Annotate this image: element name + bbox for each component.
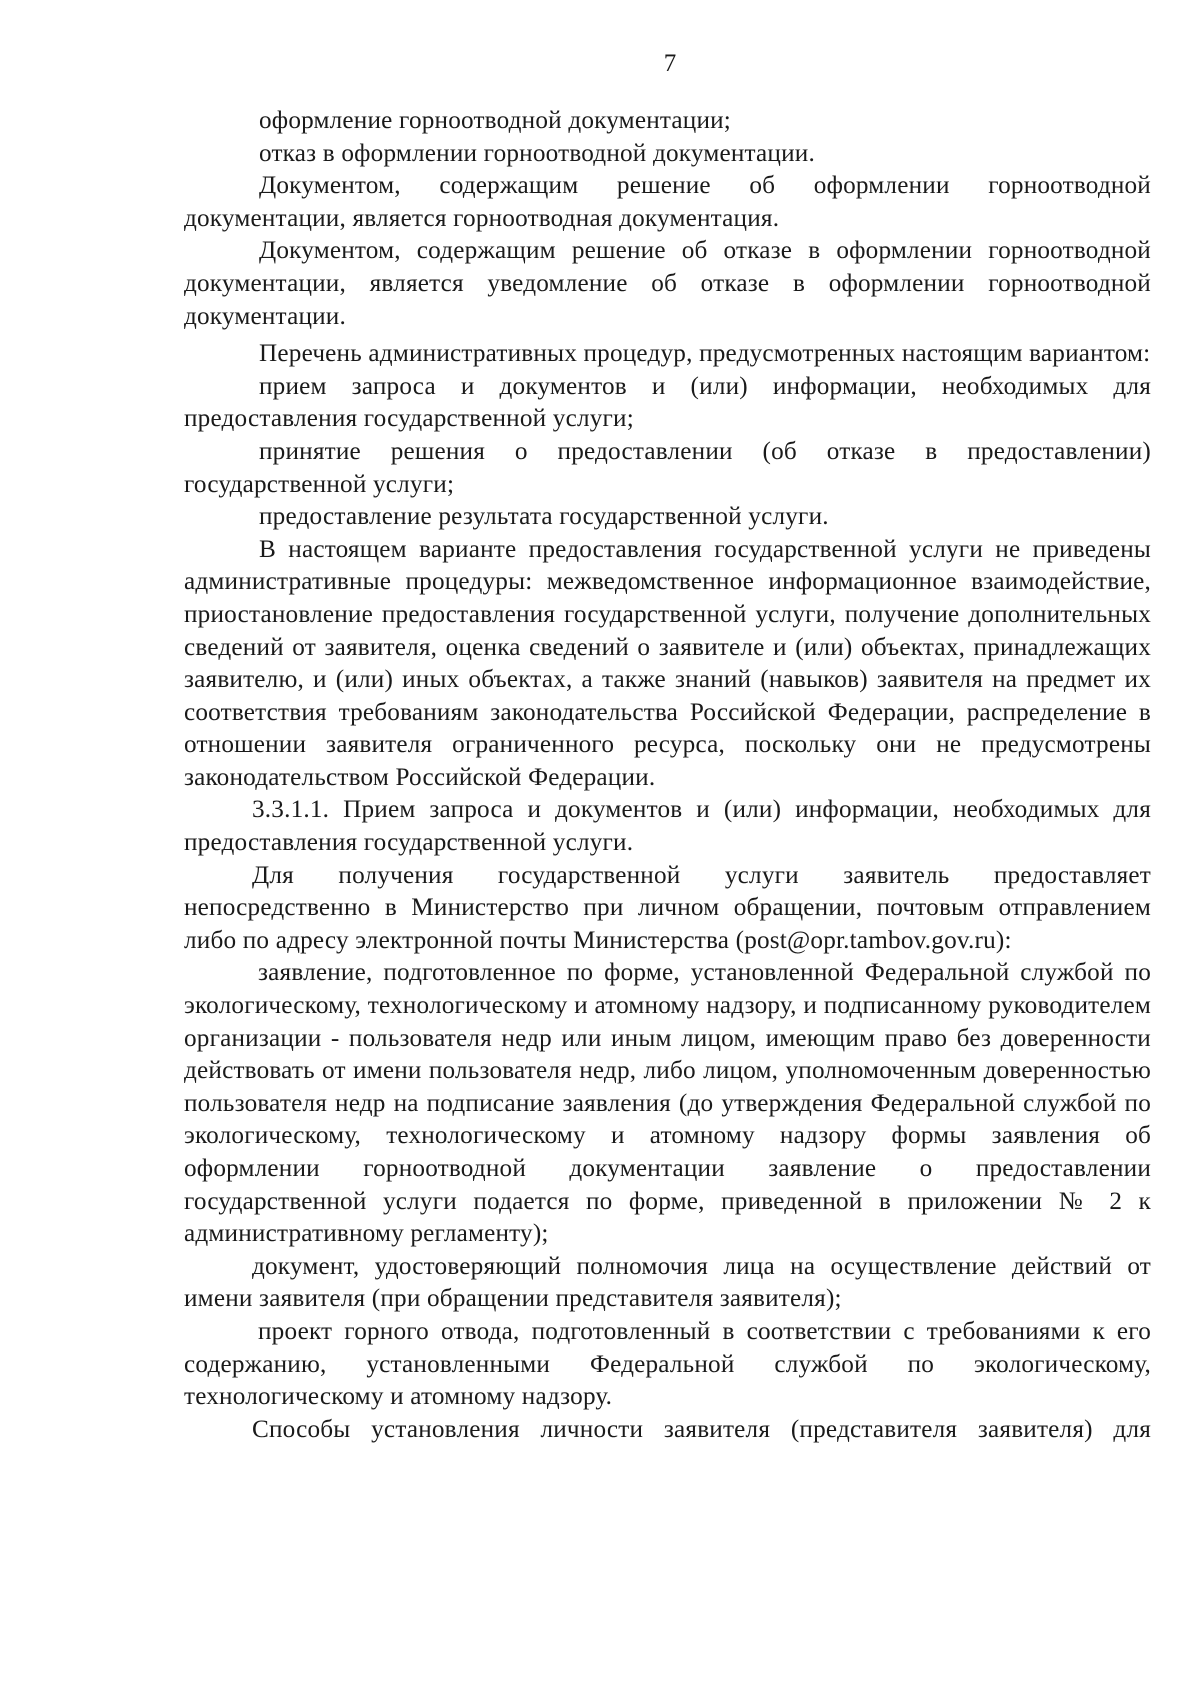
paragraph: документ, удостоверяющий полномочия лица на осуществление действий от имени заявителя (при обращении представителя заявителя); bbox=[184, 1252, 1151, 1313]
paragraph: В настоящем варианте предоставления государственной услуги не приведены административные процедуры: межведомственное информационное взаимодействие, приостановление предоставления государственной услуги, получение дополнительных сведений от заявителя, оценка сведений о заявителе и (или) объектах, принадлежащих заявителю, и (или) иных объектах, а также знаний (навыков) заявителя на предмет их соответствия требованиям законодательства Российской Федерации, распределение в отношении заявителя ограниченного ресурса, поскольку они не предусмотрены законодательством Российской Федерации. bbox=[184, 535, 1151, 791]
paragraph: проект горного отвода, подготовленный в соответствии с требованиями к его содержанию, установленными Федеральной службой по экологическому, технологическому и атомному надзору. bbox=[184, 1317, 1151, 1411]
paragraph: Способы установления личности заявителя (представителя заявителя) для bbox=[252, 1415, 1151, 1443]
paragraph: Перечень административных процедур, предусмотренных настоящим вариантом: bbox=[259, 340, 1151, 368]
paragraph: заявление, подготовленное по форме, установленной Федеральной службой по экологическому, технологическому и атомному надзору, и подписанному руководителем организации - пользователя недр или иным лицом, имеющим право без доверенности действовать от имени пользователя недр, либо лицом, уполномоченным доверенностью пользователя недр на подписание заявления (до утверждения Федеральной службой по экологическому, технологическому и атомному надзору формы заявления об оформлении горноотводной документации заявление о предоставлении государственной услуги подается по форме, приведенной в приложении № 2 к административному регламенту); bbox=[184, 959, 1151, 1248]
document-body bbox=[184, 105, 1151, 1446]
paragraph: отказ в оформлении горноотводной документации. bbox=[259, 139, 815, 167]
paragraph: Документом, содержащим решение об отказе в оформлении горноотводной документации, является уведомление об отказе в оформлении горноотводной документации. bbox=[184, 237, 1151, 330]
paragraph: принятие решения о предоставлении (об отказе в предоставлении) государственной услуги; bbox=[184, 437, 1151, 498]
paragraph: Документом, содержащим решение об оформлении горноотводной документации, является горноотводная документация. bbox=[184, 172, 1151, 232]
paragraph: оформление горноотводной документации; bbox=[259, 107, 732, 134]
paragraph: Для получения государственной услуги заявитель предоставляет непосредственно в Министерство при личном обращении, почтовым отправлением либо по адресу электронной почты Министерства (post@opr.tambov.gov.ru): bbox=[184, 861, 1151, 954]
paragraph: прием запроса и документов и (или) информации, необходимых для предоставления государственной услуги; bbox=[184, 372, 1151, 433]
paragraph: 3.3.1.1. Прием запроса и документов и (или) информации, необходимых для предоставления государственной услуги. bbox=[184, 796, 1151, 857]
page-number: 7 bbox=[663, 50, 677, 77]
paragraph: предоставление результата государственной услуги. bbox=[259, 503, 829, 531]
